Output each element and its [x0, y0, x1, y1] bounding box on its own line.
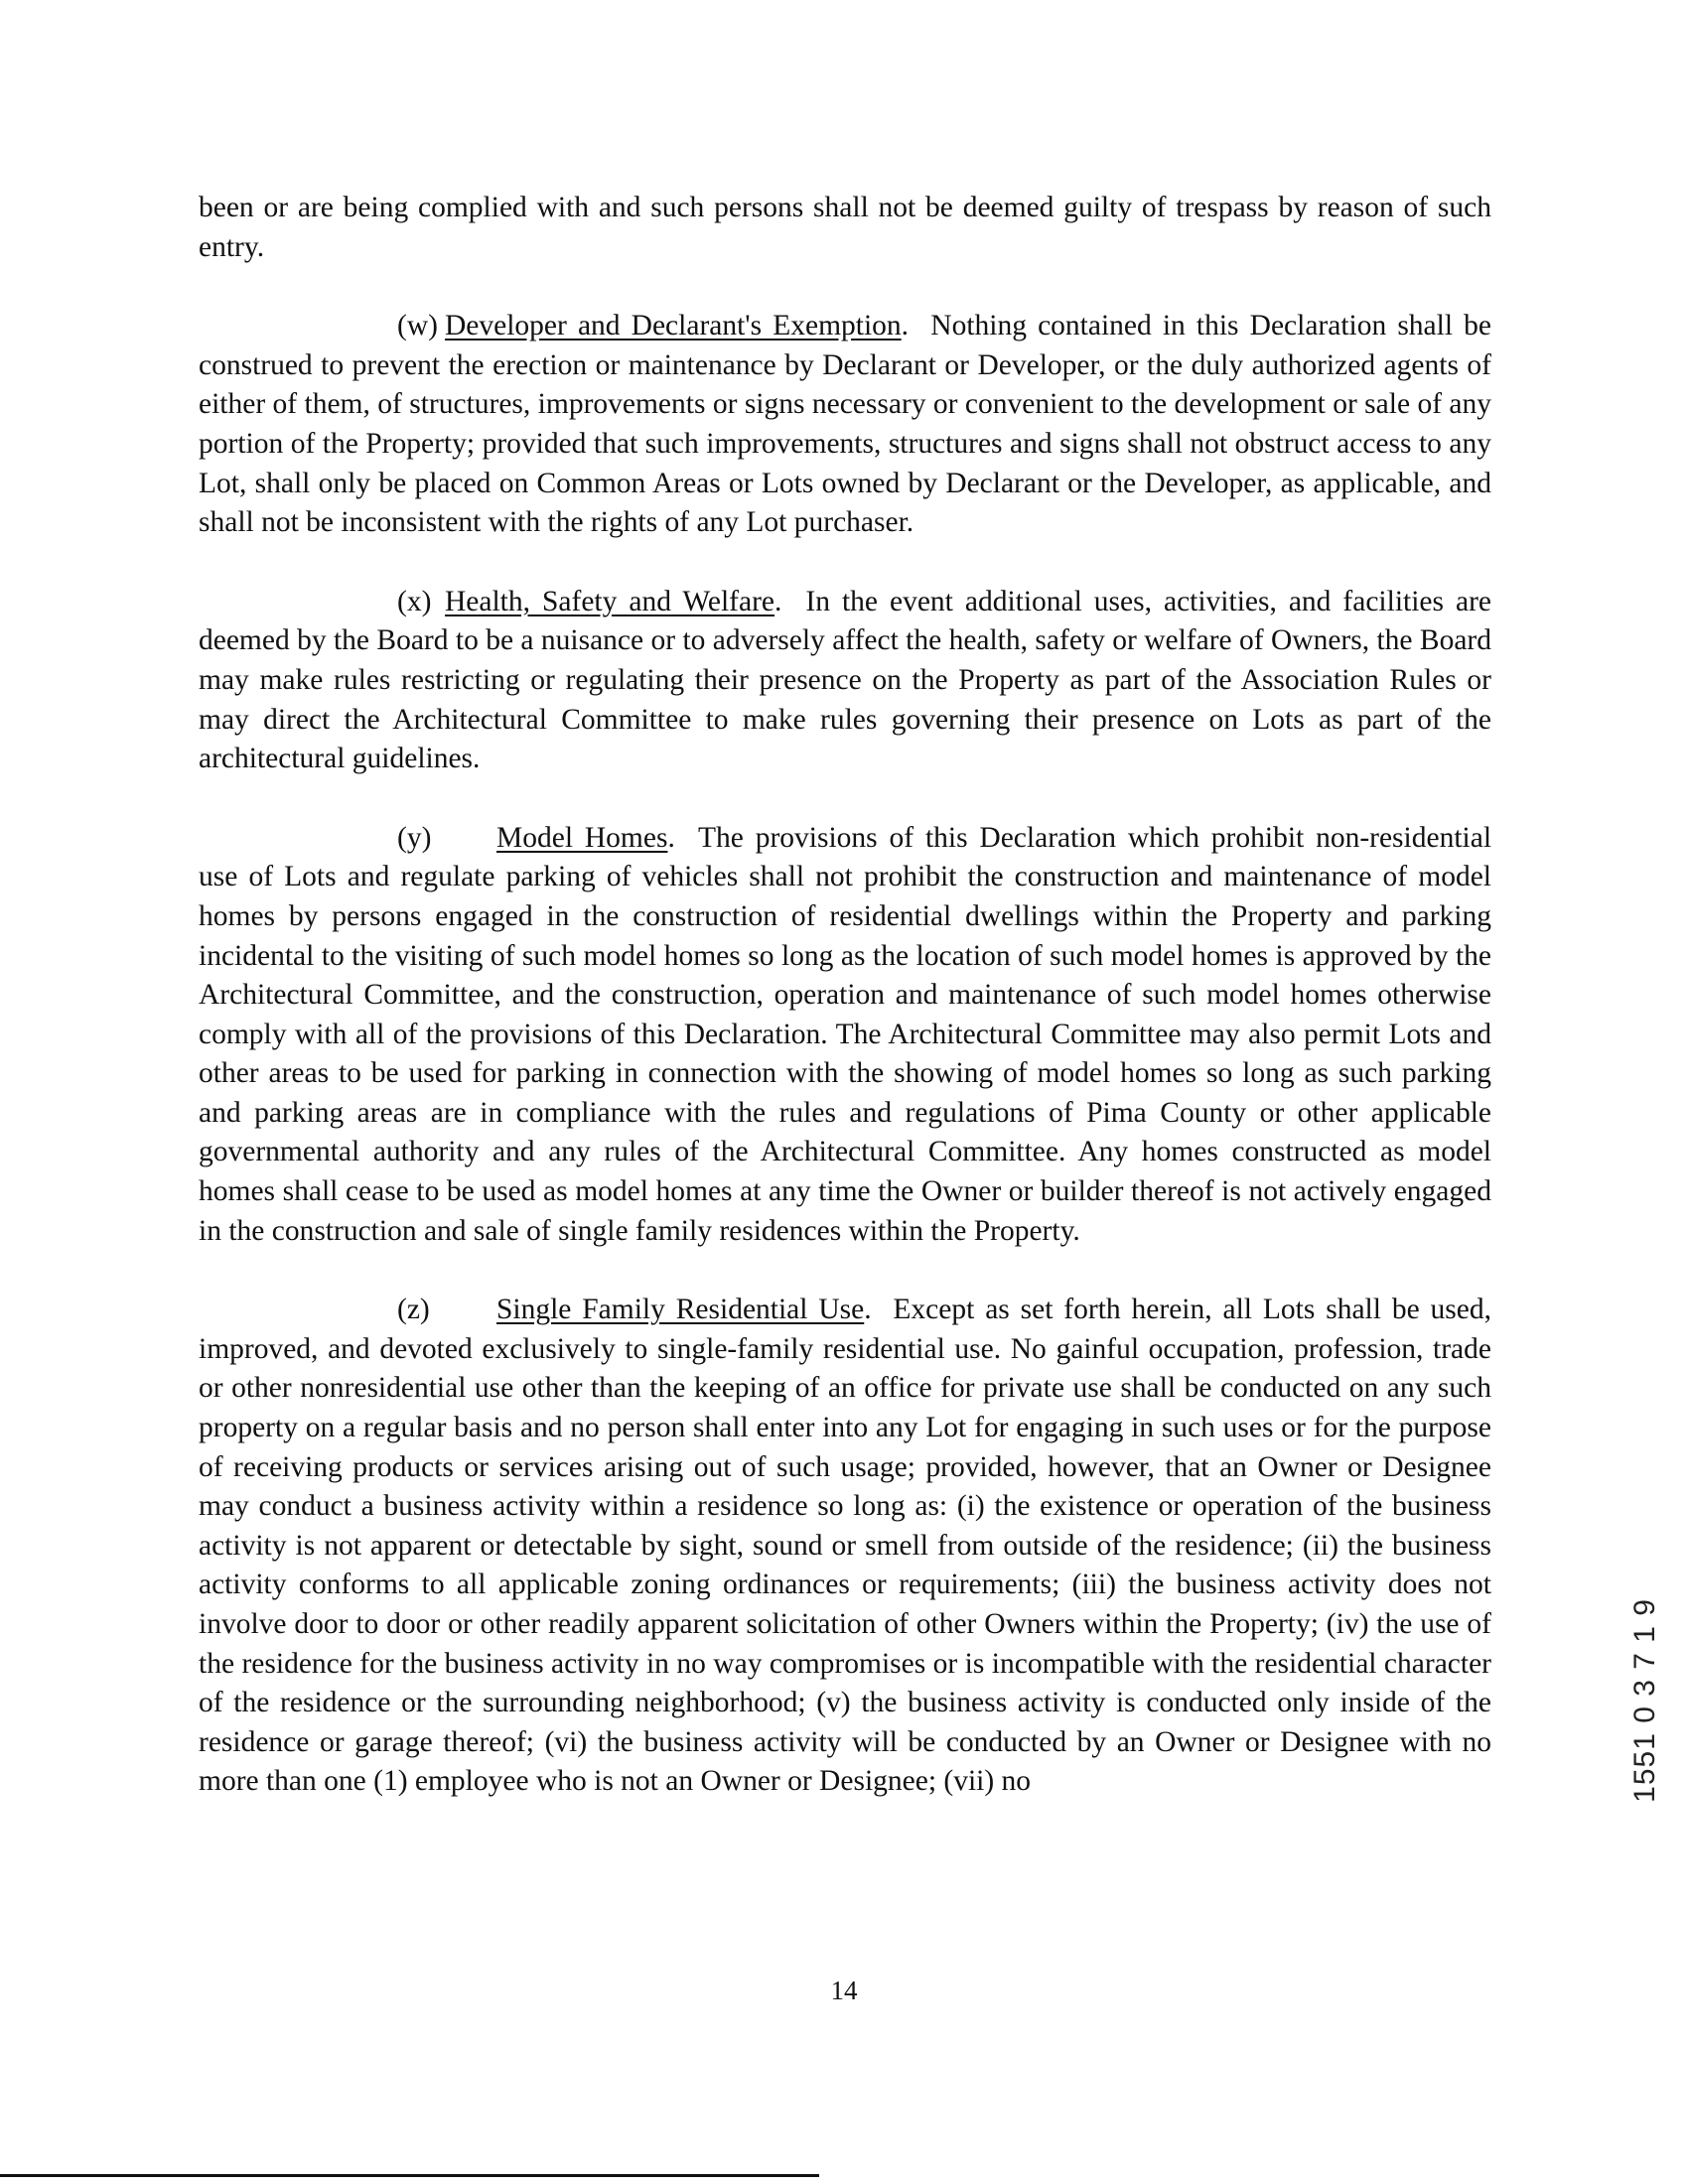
section-heading: Model Homes: [496, 821, 668, 854]
section-y: (y) Model Homes. The provisions of this Declaration which prohibit non-residential use of Lots and regulate parking of vehicles shall not prohibit the construction and maintenance of model homes by persons engaged in the construction of residential dwellings within the Property and parking incidental to the visiting of such model homes so long as the location of such model homes is approved by the Architectural Committee, and the construction, operation and maintenance of such model homes otherwise comply with all of the provisions of this Declaration. The Architectural Committee may also permit Lots and other areas to be used for parking in connection with the showing of model homes so long as such parking and parking areas are in compliance with the rules and regulations of Pima County or other applicable governmental authority and any rules of the Architectural Committee. Any homes constructed as model homes shall cease to be used as model homes at any time the Owner or builder thereof is not actively engaged in the construction and sale of single family residences within the Property.: [199, 819, 1491, 1252]
section-label: (y): [397, 821, 432, 854]
section-heading: Single Family Residential Use: [496, 1294, 865, 1326]
section-heading: Health, Safety and Welfare: [445, 585, 775, 617]
section-body: Nothing contained in this Declaration shall be construed to prevent the erection or maintenance by Declarant or Developer, or the duly authorized agents of either of them, of structures, improvements or signs necessary or convenient to the development or sale of any portion of the Property; provided that such improvements, structures and signs shall not obstruct access to any Lot, shall only be placed on Common Areas or Lots owned by Declarant or the Developer, as applicable, and shall not be inconsistent with the rights of any Lot purchaser.: [199, 310, 1491, 539]
section-body: The provisions of this Declaration which prohibit non-residential use of Lots and regulate parking of vehicles shall not prohibit the construction and maintenance of model homes by persons engaged in the construction of residential dwellings within the Property and parking incidental to the visiting of such model homes so long as the location of such model homes is approved by the Architectural Committee, and the construction, operation and maintenance of such model homes otherwise comply with all of the provisions of this Declaration. The Architectural Committee may also permit Lots and other areas to be used for parking in connection with the showing of model homes so long as such parking and parking areas are in compliance with the rules and regulations of Pima County or other applicable governmental authority and any rules of the Architectural Committee. Any homes constructed as model homes shall cease to be used as model homes at any time the Owner or builder thereof is not actively engaged in the construction and sale of single family residences within the Property.: [199, 821, 1492, 1247]
section-z: (z) Single Family Residential Use. Except as set forth herein, all Lots shall be used, improved, and devoted exclusively to single-family residential use. No gainful occupation, profession, trade or other nonresidential use other than the keeping of an office for private use shall be conducted on any such property on a regular basis and no person shall enter into any Lot for engaging in such uses or for the purpose of receiving products or services arising out of such usage; provided, however, that an Owner or Designee may conduct a business activity within a residence so long as: (i) the existence or operation of the business activity is not apparent or detectable by sight, sound or smell from outside of the residence; (ii) the business activity conforms to all applicable zoning ordinances or requirements; (iii) the business activity does not involve door to door or other readily apparent solicitation of other Owners within the Property; (iv) the use of the residence for the business activity in no way compromises or is incompatible with the residential character of the residence or the surrounding neighborhood; (v) the business activity is conducted only inside of the residence or garage thereof; (vi) the business activity will be conducted by an Owner or Designee with no more than one (1) employee who is not an Owner or Designee; (vii) no: [199, 1291, 1491, 1802]
section-heading: Developer and Declarant's Exemption: [445, 310, 902, 342]
recording-number: 1551 0 3 7 1 9: [1628, 1598, 1661, 1803]
section-w: (w) Developer and Declarant's Exemption. Nothing contained in this Declaration shall be construed to prevent the erection or maintenance by Declarant or Developer, or the duly authorized agents of either of them, of structures, improvements or signs necessary or convenient to the development or sale of any portion of the Property; provided that such improvements, structures and signs shall not obstruct access to any Lot, shall only be placed on Common Areas or Lots owned by Declarant or the Developer, as applicable, and shall not be inconsistent with the rights of any Lot purchaser.: [199, 307, 1491, 543]
section-body: Except as set forth herein, all Lots shall be used, improved, and devoted exclusively to single-family residential use. No gainful occupation, profession, trade or other nonresidential use other than the keeping of an office for private use shall be conducted on any such property on a regular basis and no person shall enter into any Lot for engaging in such uses or for the purpose of receiving products or services arising out of such usage; provided, however, that an Owner or Designee may conduct a business activity within a residence so long as: (i) the existence or operation of the business activity is not apparent or detectable by sight, sound or smell from outside of the residence; (ii) the business activity conforms to all applicable zoning ordinances or requirements; (iii) the business activity does not involve door to door or other readily apparent solicitation of other Owners within the Property; (iv) the use of the residence for the business activity in no way compromises or is incompatible with the residential character of the residence or the surrounding neighborhood; (v) the business activity is conducted only inside of the residence or garage thereof; (vi) the business activity will be conducted by an Owner or Designee with no more than one (1) employee who is not an Owner or Designee; (vii) no: [199, 1294, 1491, 1798]
continuation-paragraph: been or are being complied with and such persons shall not be deemed guilty of trespass by reason of such entry.: [199, 192, 1491, 263]
document-body: [199, 189, 1491, 1842]
bottom-edge-line: [0, 2174, 819, 2177]
section-label: (z): [397, 1294, 430, 1326]
section-x: (x) Health, Safety and Welfare. In the event additional uses, activities, and facilities are deemed by the Board to be a nuisance or to adversely affect the health, safety or welfare of Owners, the Board may make rules restricting or regulating their presence on the Property as part of the Association Rules or may direct the Architectural Committee to make rules governing their presence on Lots as part of the architectural guidelines.: [199, 583, 1491, 779]
page-number: 14: [830, 1976, 858, 2005]
section-label: (x): [397, 585, 432, 617]
section-label: (w): [397, 310, 438, 342]
section-body: In the event additional uses, activities, and facilities are deemed by the Board to be a nuisance or to adversely affect the health, safety or welfare of Owners, the Board may make rules restricting or regulating their presence on the Property as part of the Association Rules or may direct the Architectural Committee to make rules governing their presence on Lots as part of the architectural guidelines.: [199, 585, 1491, 775]
